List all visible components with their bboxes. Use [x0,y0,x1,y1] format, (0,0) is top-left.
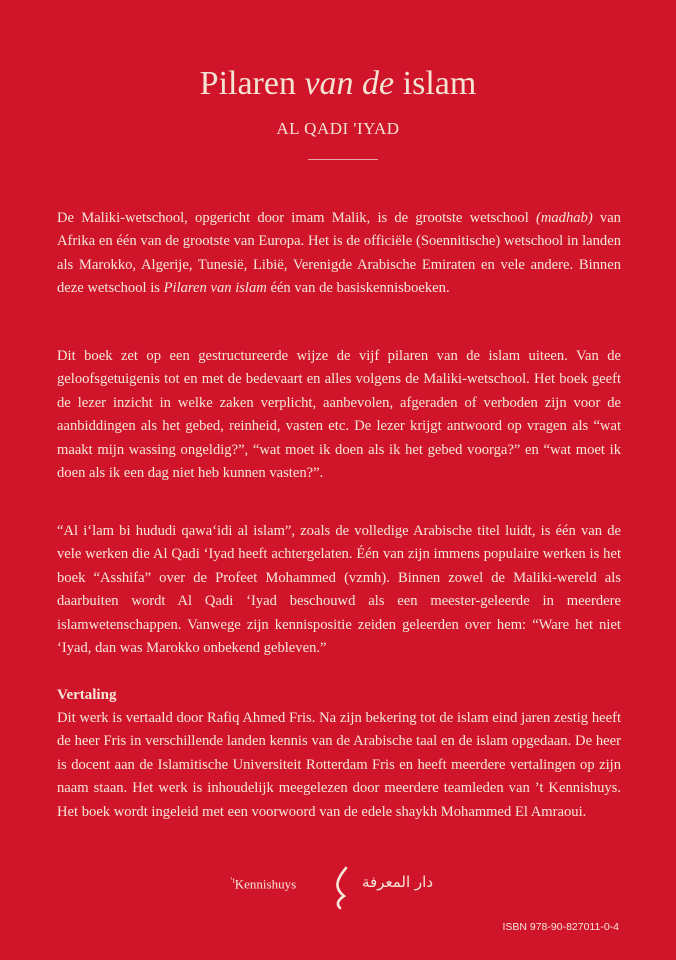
translation-heading: Vertaling [57,687,117,703]
divider [308,159,378,160]
publisher-logo-text: $^{’t}$Kennishuys [230,876,297,892]
author-name: AL QADI 'IYAD [276,119,400,138]
paragraph-author: “Al i‘lam bi hududi qawa‘idi al islam”, zoals de volledige Arabische titel luidt, is één van de vele werken die Al Qadi ‘Iyad heeft achtergelaten. Één van zijn immens populaire werken is het boek “Asshifa” over de Profeet Mohammed (vzmh). Binnen zowel de Maliki-wereld als daarbuiten wordt Al Qadi ‘Iyad beschouwd als een meester-geleerde in meerdere islamwetenschappen. Vanwege zijn kennispositie zeiden geleerden over hem: “Ware het niet ‘Iyad, dan was Marokko onbekend gebleven.” [57,523,621,657]
paragraph-translation: Dit werk is vertaald door Rafiq Ahmed Fris. Na zijn bekering tot de islam eind jaren zestig heeft de heer Fris in verschillende landen kennis van de Arabische taal en de islam opgedaan. De heer is docent aan de Islamitische Universiteit Rotterdam Fris en heeft meerdere vertalingen op zijn naam staan. Het werk is inhoudelijk meegelezen door meerdere teamleden van ’t Kennishuys. Het boek wordt ingeleid met een voorwoord van de edele shaykh Mohammed El Amraoui. [57,710,621,820]
book-title: Pilaren van de islam [199,65,477,102]
publisher-mark-icon [330,866,350,910]
publisher-arabic-name: دار المعرفة [362,873,433,891]
paragraph-intro: De Maliki-wetschool, opgericht door imam Malik, is de grootste wetschool (madhab) van Afrika en één van de grootste van Europa. Het is de officiële (Soennitische) wetschool in landen als Marokko, Algerije, Tunesië, Libië, Verenigde Arabische Emiraten en vele andere. Binnen deze wetschool is Pilaren van islam één van de basiskennisboeken. [57,210,621,297]
paragraph-content: Dit boek zet op een gestructureerde wijze de vijf pilaren van de islam uiteen. Van de geloofsgetuigenis tot en met de bedevaart en alles volgens de Maliki-wetschool. Het boek geeft de lezer inzicht in welke zaken verplicht, aanbevolen, afgeraden of verboden zijn voor de aanbiddingen als het gebed, reinheid, vasten etc. De lezer krijgt antwoord op vragen als “wat maakt mijn wassing ongeldig?”, “wat moet ik doen als ik het gebed voorga?” en “wat moet ik doen als ik een dag niet heb kunnen vasten?”. [57,348,621,482]
isbn: ISBN 978-90-827011-0-4 [502,921,619,933]
